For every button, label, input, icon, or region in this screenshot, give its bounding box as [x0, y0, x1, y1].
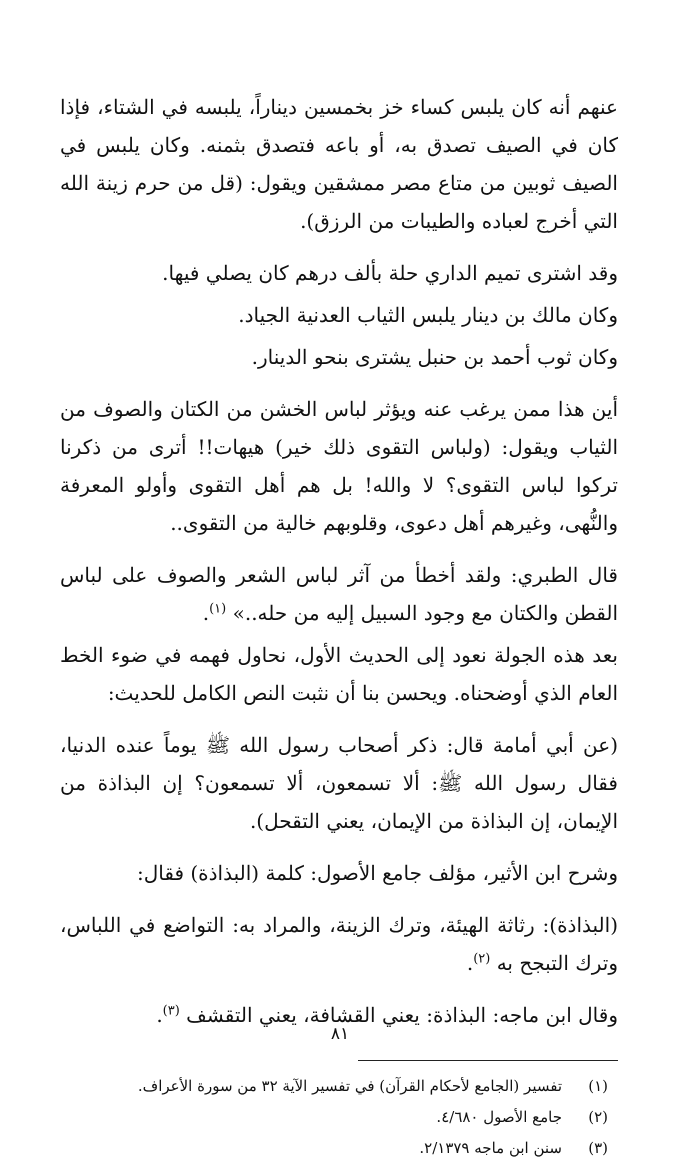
footnote-3 — [60, 1133, 608, 1164]
paragraph-text: بعد هذه الجولة نعود إلى الحديث الأول، نحاول فهمه في ضوء الخط العام الذي أوضحناه. ويحسن بنا أن نثبت النص الكامل للحديث: — [60, 643, 618, 705]
footnote-ref-2: (٢) — [473, 951, 491, 967]
paragraph-text: عنهم أنه كان يلبس كساء خز بخمسين ديناراً، يلبسه في الشتاء، فإذا كان في الصيف تصدق به، أو باعه فتصدق بثمنه. وكان يلبس في الصيف ثوبين من متاع مصر ممشقين ويقول: (قل من حرم زينة الله التي أخرج لعباده والطيبات من الرزق). — [60, 95, 618, 233]
footnote-divider — [358, 1060, 618, 1061]
footnote-ref-3: (٣) — [162, 1003, 180, 1019]
paragraph-text: وقد اشترى تميم الداري حلة بألف درهم كان يصلي فيها. — [162, 261, 618, 285]
footnote-number: (٢) — [588, 1108, 608, 1126]
paragraph-text: أين هذا ممن يرغب عنه ويؤثر لباس الخشن من الكتان والصوف من الثياب ويقول: (ولباس التقوى ذلك خير) هيهات!! أترى من ذكرنا تركوا لباس التقوى؟ لا والله! بل هم أهل التقوى وأولو المعرفة والنُّهى، وغيرهم أهل دعوى، وقلوبهم خالية من التقوى.. — [60, 397, 619, 535]
footnotes — [60, 1071, 608, 1164]
paragraph-text: وقال ابن ماجه: البذاذة: يعني القشافة، يعني التقشف — [186, 1003, 618, 1027]
paragraph-end-dot: . — [202, 601, 210, 625]
footnote-1 — [60, 1071, 608, 1102]
paragraph-3 — [60, 296, 618, 334]
footnote-text: جامع الأصول ٤/٦٨٠. — [436, 1108, 562, 1126]
page-number: ٨١ — [330, 1024, 350, 1044]
footnote-text: تفسير (الجامع لأحكام القرآن) في تفسير الآية ٣٢ من سورة الأعراف. — [137, 1077, 562, 1095]
paragraph-8 — [60, 726, 618, 840]
paragraph-7 — [60, 636, 618, 712]
paragraph-text: وشرح ابن الأثير، مؤلف جامع الأصول: كلمة (البذاذة) فقال: — [136, 861, 618, 885]
paragraph-6 — [60, 556, 618, 632]
paragraph-text: (عن أبي أمامة قال: ذكر أصحاب رسول الله ﷺ يوماً عنده الدنيا، فقال رسول الله ﷺ: ألا تسمعون، ألا تسمعون؟ إن البذاذة من الإيمان، إن البذاذة من الإيمان، يعني التقحل). — [60, 733, 618, 833]
paragraph-text: وكان ثوب أحمد بن حنبل يشترى بنحو الدينار. — [251, 345, 618, 369]
paragraph-9 — [60, 854, 618, 892]
footnote-number: (١) — [588, 1077, 608, 1095]
paragraph-5 — [60, 390, 618, 542]
body-text — [60, 88, 618, 1034]
paragraph-text: وكان مالك بن دينار يلبس الثياب العدنية الجياد. — [238, 303, 618, 327]
paragraph-end-dot: . — [466, 951, 474, 975]
paragraph-2 — [60, 254, 618, 292]
paragraph-end-dot: . — [156, 1003, 163, 1027]
footnote-number: (٣) — [588, 1139, 608, 1157]
paragraph-10 — [60, 906, 618, 982]
footnote-text: سنن ابن ماجه ٢/١٣٧٩. — [419, 1139, 562, 1157]
paragraph-4 — [60, 338, 618, 376]
footnote-ref-1: (١) — [209, 601, 227, 617]
paragraph-text: قال الطبري: ولقد أخطأ من آثر لباس الشعر والصوف على لباس القطن والكتان مع وجود السبيل إليه من حله..» — [60, 563, 618, 625]
paragraph-1 — [60, 88, 618, 240]
paragraph-text: (البذاذة): رثاثة الهيئة، وترك الزينة، والمراد به: التواضع في اللباس، وترك التبجح به — [60, 913, 618, 975]
